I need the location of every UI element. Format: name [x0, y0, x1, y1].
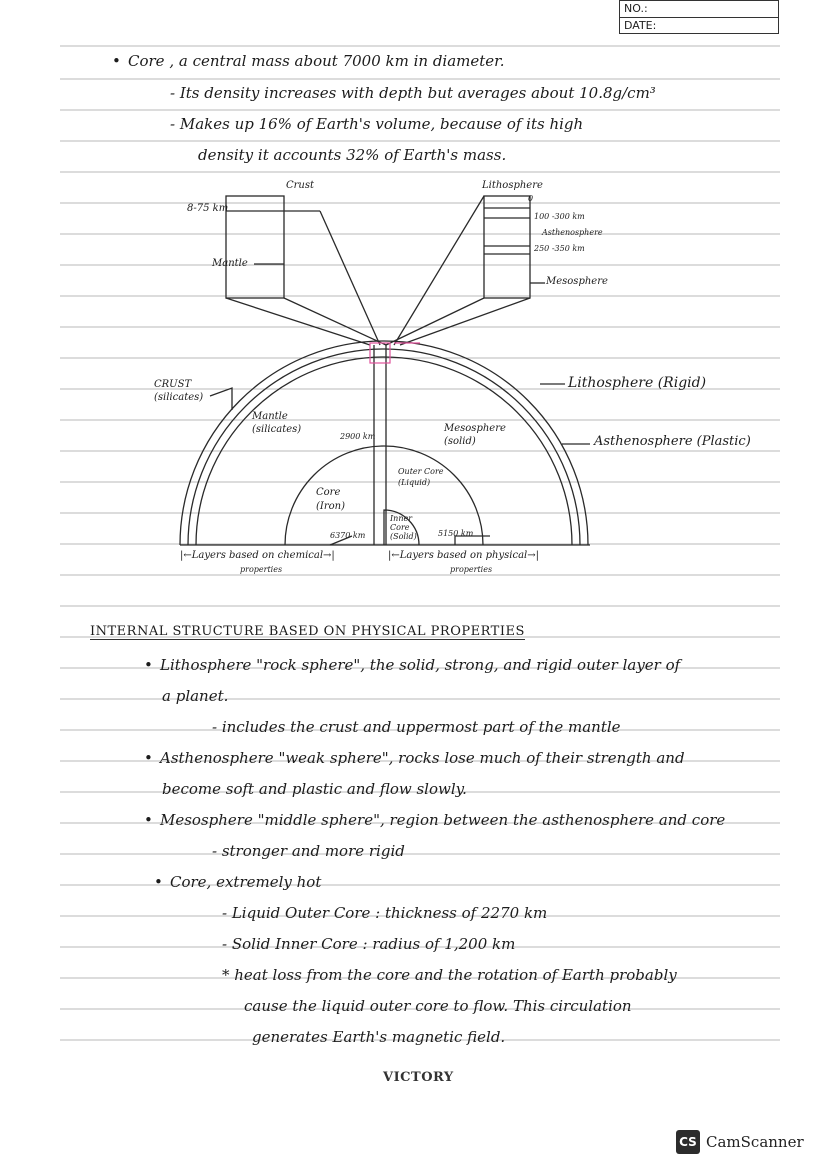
label-crust-thickness: 8-75 km [187, 203, 229, 214]
core-note-line2: - Its density increases with depth but averages about 10.8g/cm³ [170, 84, 656, 102]
label-physical-properties: properties [450, 565, 493, 574]
label-chemical-layers: |←Layers based on chemical→| [180, 550, 335, 561]
litho-line1: • Lithosphere "rock sphere", the solid, strong, and rigid outer layer of [160, 656, 680, 674]
label-chemical-properties: properties [240, 565, 283, 574]
label-depth-2900: 2900 km [340, 432, 376, 441]
victory-brand: VICTORY [383, 1070, 454, 1085]
core-line4: * heat loss from the core and the rotation of Earth probably [222, 966, 677, 984]
astheno-line2: become soft and plastic and flow slowly. [162, 780, 467, 798]
label-crust-silicates: CRUST (silicates) [154, 379, 204, 403]
label-outer-core: Outer Core (Liquid) [398, 467, 444, 487]
core-note-line4: density it accounts 32% of Earth's mass. [198, 146, 507, 164]
core-note-line3: - Makes up 16% of Earth's volume, because of its high [170, 115, 584, 133]
section-title: INTERNAL STRUCTURE BASED ON PHYSICAL PROPERTIES [90, 624, 525, 639]
label-astheno-range: 250 -350 km [534, 244, 585, 253]
label-crust-top: Crust [286, 180, 315, 191]
label-litho-rigid: Lithosphere (Rigid) [568, 375, 707, 391]
label-depth-6370: 6370 km [330, 531, 366, 540]
meso-line2: - stronger and more rigid [212, 842, 405, 860]
camscanner-text: CamScanner [706, 1133, 804, 1151]
core-line2: - Liquid Outer Core : thickness of 2270 km [222, 904, 548, 922]
camscanner-logo-icon: CS [676, 1130, 700, 1154]
core-line1: • Core, extremely hot [170, 873, 321, 891]
label-mesosphere-solid: Mesosphere (solid) [444, 423, 506, 447]
litho-line3: - includes the crust and uppermost part of the mantle [212, 718, 621, 736]
label-astheno-plastic: Asthenosphere (Plastic) [594, 434, 751, 449]
label-physical-layers: |←Layers based on physical→| [388, 550, 539, 561]
meso-line1: • Mesosphere "middle sphere", region between the asthenosphere and core [160, 811, 725, 829]
litho-line2: a planet. [162, 687, 229, 705]
label-litho-range: 100 -300 km [534, 212, 585, 221]
label-inner-core: Inner Core (Solid) [390, 514, 417, 541]
date-field: DATE: [624, 19, 657, 32]
label-litho-zero: 0 [528, 194, 534, 203]
label-mantle-silicates: Mantle (silicates) [252, 411, 302, 435]
core-line3: - Solid Inner Core : radius of 1,200 km [222, 935, 516, 953]
astheno-line1: • Asthenosphere "weak sphere", rocks lose much of their strength and [160, 749, 685, 767]
label-mesosphere-side: Mesosphere [546, 276, 608, 287]
core-note-line1: • Core , a central mass about 7000 km in diameter. [128, 52, 504, 70]
no-field: NO.: [620, 1, 778, 18]
label-depth-5150: 5150 km [438, 529, 474, 538]
label-lithosphere-top: Lithosphere [482, 180, 543, 191]
label-mantle-side: Mantle [212, 258, 248, 269]
core-line6: generates Earth's magnetic field. [252, 1028, 506, 1046]
lithosphere-column [484, 196, 530, 298]
core-line5: cause the liquid outer core to flow. This circulation [244, 997, 632, 1015]
label-core-iron: Core (Iron) [316, 487, 345, 512]
label-astheno-small: Asthenosphere [542, 228, 603, 237]
